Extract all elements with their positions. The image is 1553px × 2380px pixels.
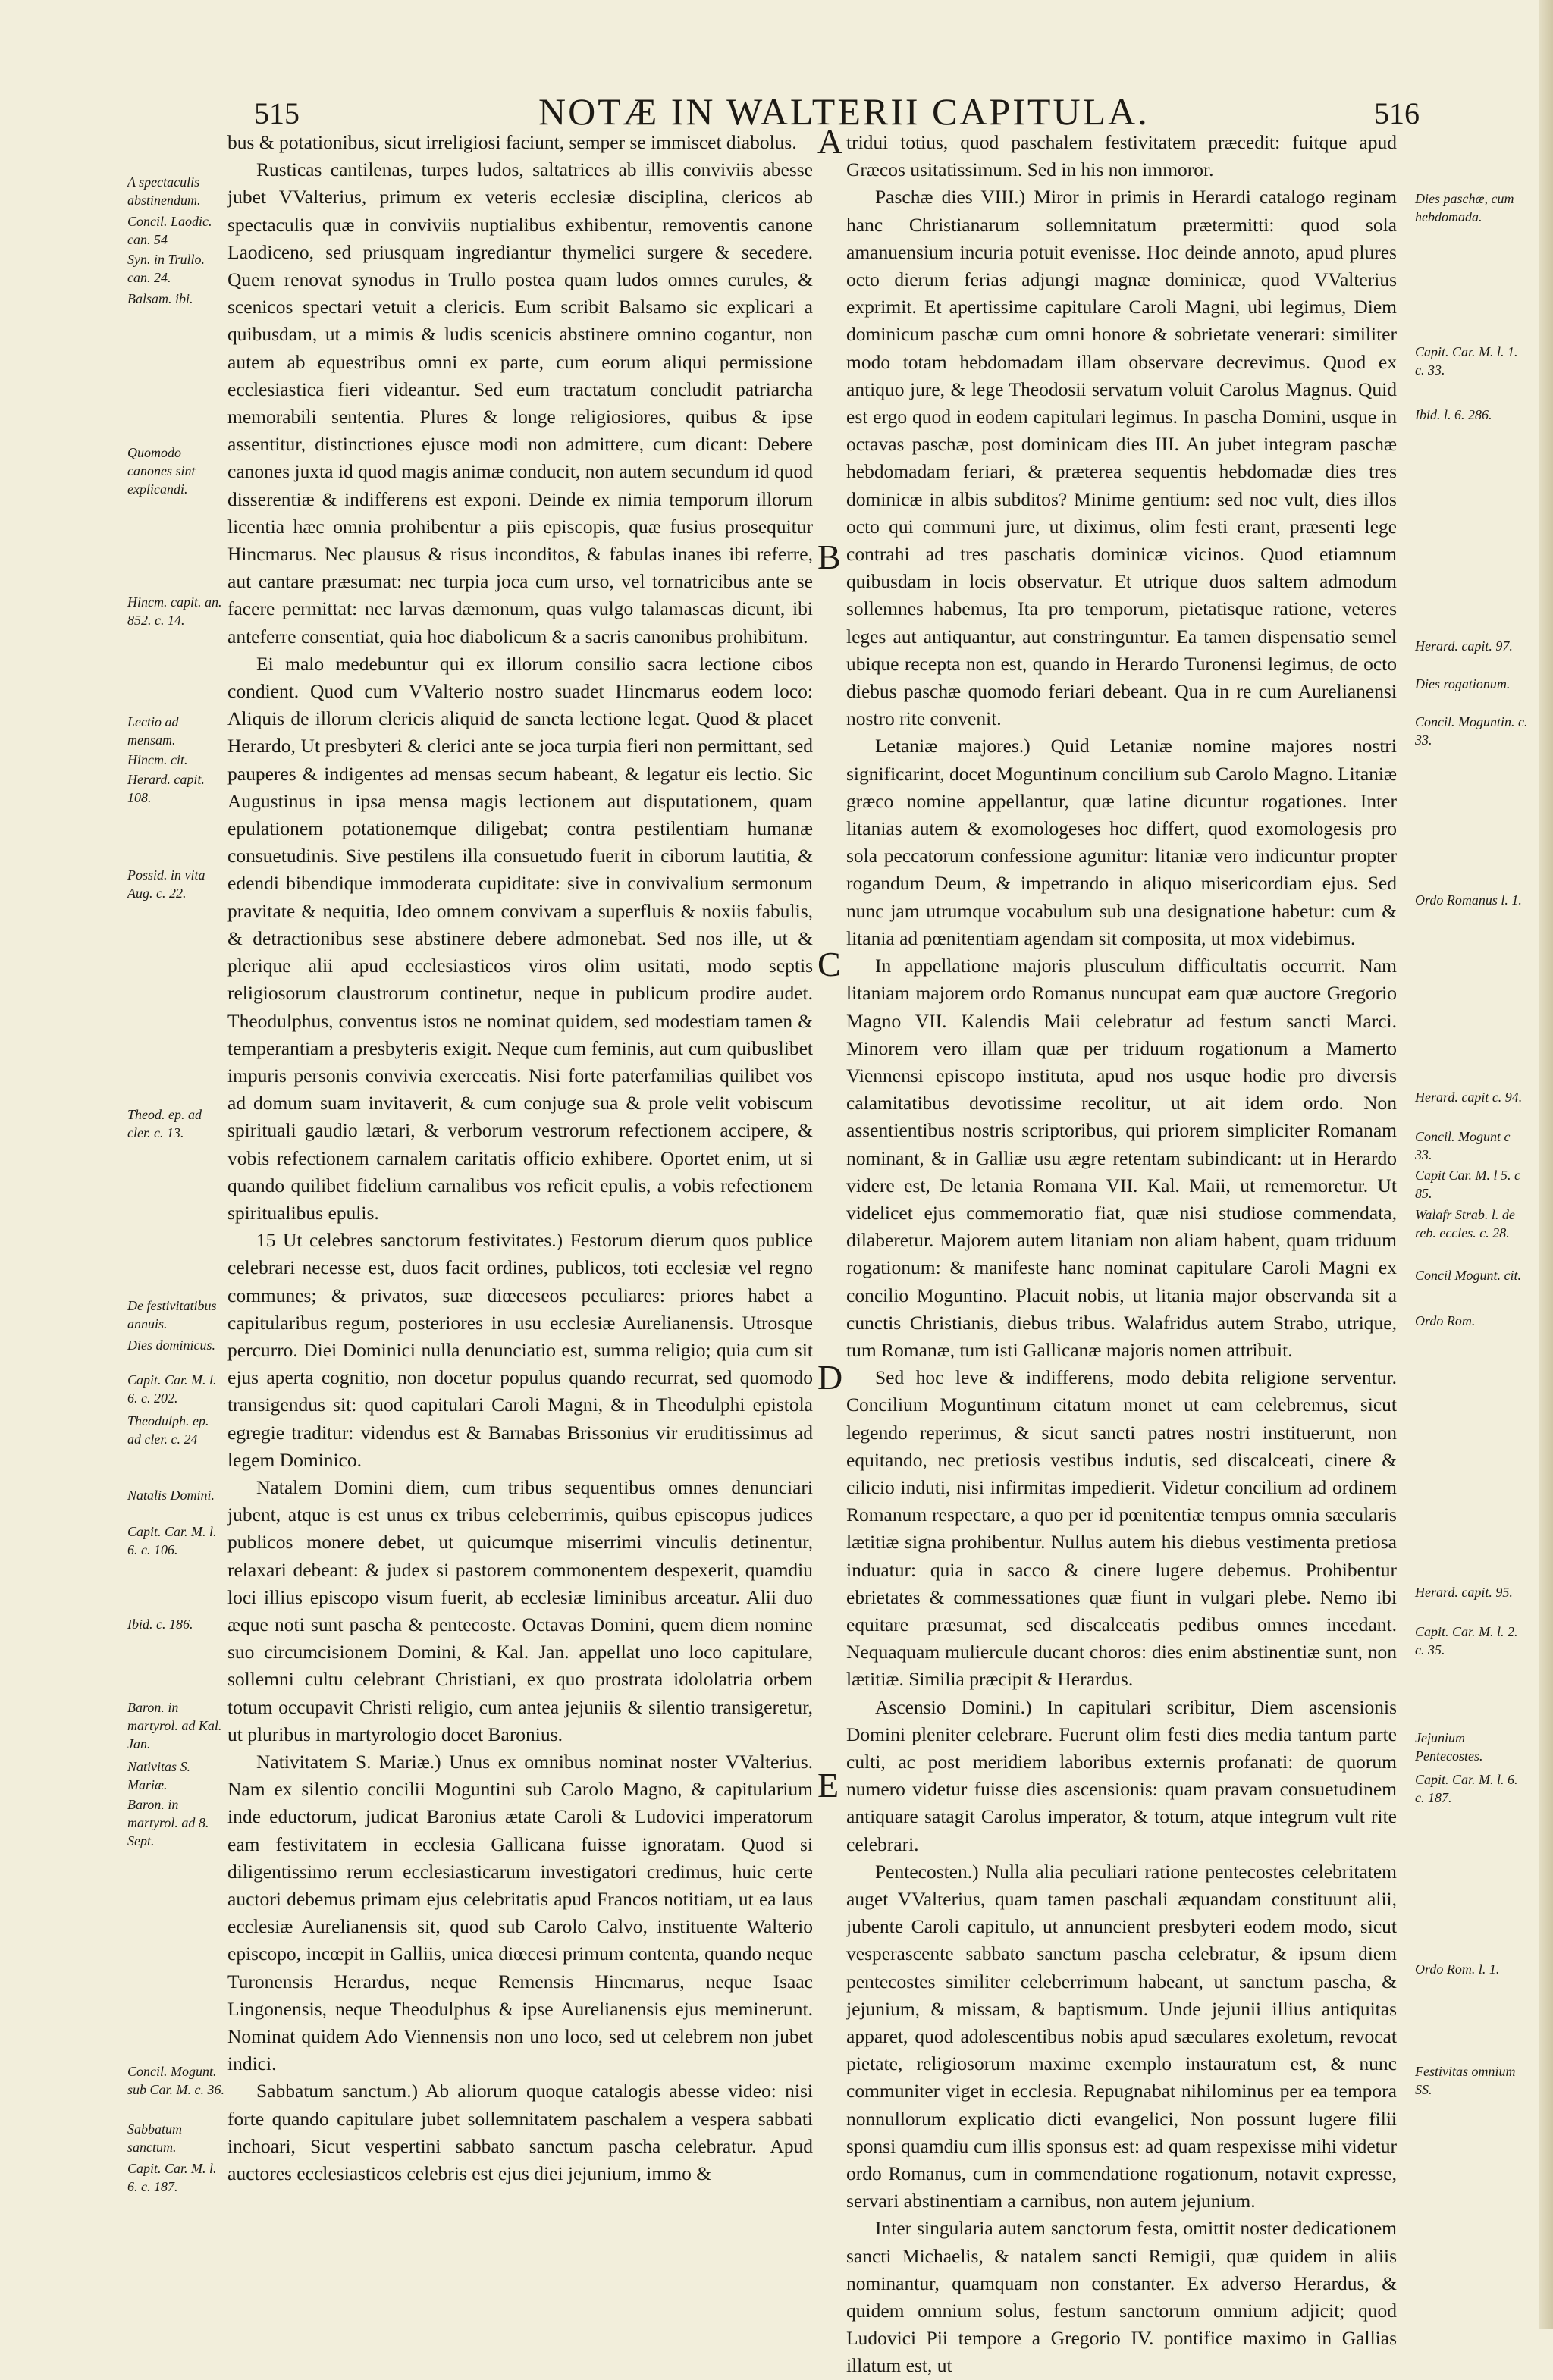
margin-note: Dies rogationum. [1415, 676, 1511, 691]
margin-note: Hincm. capit. an. 852. c. 14. [127, 594, 222, 628]
margin-note: Balsam. ibi. [127, 291, 193, 306]
margin-note: Hincm. cit. [127, 752, 188, 767]
margin-note: Dies dominicus. [127, 1337, 215, 1353]
paragraph: Ei malo medebuntur qui ex illorum consilio sacra lectione cibos condient. Quod cum VValterio nostro suadet Hincmarus eodem loco: Aliquis de illorum clericis aliquid de sancta lectione legat. Quod & placet Herardo, Ut presbyteri & clerici ante se joca turpia fieri non permittant, sed pauperes & indigentes ad mensas secum habeant, & legatur eis lectio. Sic Augustinus in ipsa mensa magis lectionem aut disputationem, quam epulationem potationemque diligebat; contra pestilentiam humanæ consuetudinis. Sive pestilens illa consuetudo fuerit in ciborum lautitia, & edendi bibendique immoderata cupiditate: sive in convivalium sermonum pravitate & nequitia, Ideo omnem convivam a superfluis & noxiis fabulis, & detractionibus sese abstinere debere admonebat. Sed nos ille, ut & plerique alii apud ecclesiasticos viros olim usitati, modo septis religiosorum claustrorum continetur, neque in publicum prodire audet. Theodulphus, conventus istos ne nominat quidem, sed modestiam tamen & temperantiam a presbyteris exigit. Neque cum feminis, aut cum quibuslibet impuris personis convivia exerceatis. Nisi forte paterfamilias quilibet vos ad domum suam invitaverit, & cum conjuge sua & prole velit vobiscum spirituali gaudio lætari, & verborum vestrorum refectionem accipere, & vobis refectionem carnalem caritatis officio exhibere. Oportet enim, ut si quando quilibet fidelium carnalibus vos reficit epulis, a vobis refectionem spiritualibus epulis. [227, 652, 813, 1224]
margin-note: Capit. Car. M. l. 6. c. 106. [127, 1524, 217, 1557]
margin-note: Sabbatum sanctum. [127, 2121, 182, 2155]
paragraph: Pentecosten.) Nulla alia peculiari ratione pentecostes celebritatem auget VValterius, quam tamen paschali æquandam constituunt alii, jubente Caroli capitulo, ut annuncient presbyteri eodem modo, sicut vesperascente sabbato sanctum pascha celebratur, & ipsum diem pentecostes similiter celeberrimum habeant, ut sanctum pascha, & jejunium, & missam, & baptismum. Unde jejunii illius antiquitas apparet, quod adolescentibus nobis apud sæculares exoletum, revocat pietate, religiosorum maxime exemplo instauratum est, & nunc communiter viget in ecclesia. Repugnabat nihilominus per ea tempora nonnullorum explicatio dicti evangelici, Non possunt lugere filii sponsi quamdiu cum illis sponsus est: ad quam respexisse mihi videtur ordo Romanus, cum in commendatione rogationum, notavit expresse, servari abstinentiam a carnibus, non autem jejunium. [846, 1860, 1397, 2212]
margin-note: Nativitas S. Mariæ. [127, 1759, 191, 1792]
column-letter: A [817, 122, 843, 161]
paragraph: Letaniæ majores.) Quid Letaniæ nomine majores nostri significarint, docet Moguntinum concilium sub Carolo Magno. Litaniæ græco nomine appellantur, quæ latine dicuntur rogationes. Inter litanias autem & exomologeses hoc differt, quod exomologesis pro sola peccatorum confessione agunitur: litaniæ vero indicuntur propter rogandum Deum, & impetrando in aliquo misericordiam ejus. Sed nunc jam utrumque vocabulum sub una designatione habetur: cum & litania ad pœnitentiam agendam sit composita, ut mox videbimus. [846, 735, 1397, 949]
paragraph: Natalem Domini diem, cum tribus sequentibus omnes denunciari jubent, atque is est unus ex tribus celeberrimis, quibus episcopus judices publicos monere debet, ut quicumque miserrimi vinculis detinentur, relaxari debeant: & judex si pastorem commonentem despexerit, quamdiu loci illius episcopo visum fuerit, ab ecclesiæ liminibus arceatur. Alii duo æque noti sunt pascha & pentecoste. Octavas Domini, quem diem nomine suo circumcisionem Domini, & Kal. Jan. appellat uno loco capitulare, sollemni cultu celebrant Christiani, ex quo prostrata idololatria orbem totum occupavit Christi religio, cum antea jejuniis & silentio transigeretur, ut pluribus in martyrologio docet Baronius. [227, 1475, 813, 1745]
margin-note: Concil. Mogunt c 33. [1415, 1129, 1511, 1162]
margin-note: Walafr Strab. l. de reb. eccles. c. 28. [1415, 1207, 1515, 1240]
paragraph: Nativitatem S. Mariæ.) Unus ex omnibus nominat noster VValterius. Nam ex silentio concilii Moguntini sub Carolo Magno, & capitularium inde eductorum, judicat Baronius ætate Caroli & Ludovici imperatorum eam festivitatem in ecclesia Gallicana fuisse ignoratam. Quod si diligentissimo rerum ecclesiasticarum investigatori credimus, huic certe auctori debemus primam ejus celebritatis apud Francos notitiam, ut ea laus ecclesiæ Aurelianensis sit, quod sub Carolo Calvo, instituente Walterio episcopo, incœpit in Galliis, unica diœcesi primum contenta, quando neque Turonensis Herardus, neque Remensis Hincmarus, neque Isaac Lingonensis, neque Theodulphus & ipse Aurelianensis ejus meminerunt. Nominat quidem Ado Viennensis non uno loco, sed ut celebrem non jubet indici. [227, 1750, 813, 2075]
margin-note: Ordo Rom. [1415, 1313, 1476, 1328]
margin-note: Concil Mogunt. cit. [1415, 1268, 1521, 1283]
margin-note: Possid. in vita Aug. c. 22. [127, 867, 205, 901]
paragraph: 15 Ut celebres sanctorum festivitates.) Festorum dierum quos publice celebrari necesse est, duos facit ordines, publicos, toti ecclesiæ vel regno communes; & privatos, suæ diœceseos peculiares: priores habet a capitularibus regum, posteriores in usu ecclesiæ Aurelianensis. Utrosque percurro. Diei Dominici nulla denunciatio est, summa religio; quia cum sit ejus aperta cognitio, non docetur populus quando recurrat, sed quomodo transigendus sit: quod capitulari Caroli Magni, & in Theodulphi epistola egregie traditur: videndus est & Barnabas Brissonius vir eruditissimus ad legem Dominico. [227, 1229, 813, 1471]
margin-note: Concil. Moguntin. c. 33. [1415, 714, 1528, 748]
margin-note: Baron. in martyrol. ad 8. Sept. [127, 1797, 209, 1848]
page-header [0, 89, 1553, 135]
column-letter: D [817, 1358, 843, 1397]
page-number-left: 515 [254, 96, 300, 130]
margin-note: Capit Car. M. l 5. c 85. [1415, 1168, 1521, 1201]
margin-note: Festivitas omnium SS. [1415, 2064, 1516, 2097]
left-column [227, 129, 813, 2187]
margin-note: Theod. ep. ad cler. c. 13. [127, 1107, 202, 1140]
column-letter: E [817, 1766, 839, 1805]
margin-note: Ordo Rom. l. 1. [1415, 1961, 1500, 1977]
running-title: NOTÆ IN WALTERII CAPITULA. [538, 90, 1150, 133]
margin-note: Capit. Car. M. l. 6. c. 187. [127, 2161, 217, 2194]
column-letter: C [817, 945, 841, 983]
paragraph: Ascensio Domini.) In capitulari scribitur, Diem ascensionis Domini pleniter celebrare. Fuerunt olim festi dies media tantum parte culti, ac post meridiem laboribus externis profanati: de quorum numero videtur fuisse dies ascensionis: quam pravam consuetudinem antiquare satagit Carolus imperator, & totum, atque integrum vult rite celebrari. [846, 1695, 1397, 1855]
margin-note: Jejunium Pentecostes. [1415, 1730, 1483, 1764]
margin-note: Syn. in Trullo. can. 24. [127, 252, 205, 285]
paragraph: Paschæ dies VIII.) Miror in primis in Herardi catalogo reginam hanc Christianarum sollemnitatum prætermitti: quod sola amanuensium incuria potuit evenisse. Hoc deinde annoto, apud plures octo dierum ferias adjungi magnæ dominicæ, quod VValterius exprimit. Et apertissime capitulare Caroli Magni, ubi legimus, Diem dominicum paschæ cum omni honore & sobrietate venerari: similiter modo totam hebdomadam illam observare decrevimus. Quod ex antiquo jure, & lege Theodosii servatum voluit Carolus Magnus. Quid est ergo quod in eodem capitulari legimus. In pascha Domini, usque in octavas paschæ, post dominicam dies III. An jubet integram paschæ hebdomadam feriari, & præterea sequentis hebdomadæ dies tres dominicæ in albis subditos? Minime gentium: sed noc vult, dies illos octo qui communi jure, ut diximus, olim festi erant, præsenti lege contrahi ad tres paschatis dominicæ vicinos. Quod etiamnum quibusdam in locis observatur. Et utrique duos saltem admodum sollemnes habemus, Ita pro temporum, pietatisque ratione, veteres leges aut antiquantur, aut constringuntur. Ea tamen dispensatio semel ubique recepta non est, quando in Herardo Turonensi legimus, de octo diebus paschæ quomodo feriari debeant. Qua in re cum Aurelianensi nostro rite convenit. [846, 186, 1397, 730]
margin-note: Theodulph. ep. ad cler. c. 24 [127, 1413, 209, 1447]
paragraph: Sabbatum sanctum.) Ab aliorum quoque catalogis abesse video: nisi forte quando capitulare jubet sollemnitatem paschalem a vespera sabbati inchoari, Sicut vespertini sabbato sanctum pascha celebratur. Apud auctores ecclesiasticos celebris est ejus diei jejunium, immo & [227, 2080, 813, 2185]
margin-note: Herard. capit. 95. [1415, 1585, 1513, 1600]
margin-note: Herard. capit c. 94. [1415, 1090, 1523, 1105]
margin-note: Quomodo canones sint explicandi. [127, 445, 196, 497]
margin-note: Herard. capit. 108. [127, 772, 205, 805]
margin-note: De festivitatibus annuis. [127, 1298, 217, 1331]
margin-note: Ibid. l. 6. 286. [1415, 407, 1492, 422]
margin-note: Natalis Domini. [127, 1488, 215, 1503]
margin-note: Herard. capit. 97. [1415, 638, 1513, 654]
margin-note: A spectaculis abstinendum. [127, 174, 201, 208]
right-column [846, 129, 1397, 2380]
column-letter: B [817, 538, 841, 576]
paragraph: Inter singularia autem sanctorum festa, omittit noster dedicationem sancti Michaelis, & natalem sancti Remigii, quæ quidem in aliis nominantur, quamquam non constanter. Ex adverso Herardus, & quidem omnium solus, festum sanctorum omnium adjicit; quod Ludovici Pii tempore a Gregorio IV. pontifice maximo in Gallias illatum est, ut [846, 2217, 1397, 2377]
paragraph: Sed hoc leve & indifferens, modo debita religione serventur. Concilium Moguntinum citatum monet ut eam celebremus, sicut legendo reperimus, & sicut sancti patres nostri instituerunt, non equitando, nec pretiosis vestibus indutis, sed discalceati, cinere & cilicio induti, nisi infirmitas impedierit. Videtur concilium ad ordinem Romanum respectare, a quo per id pœnitentiæ tempus omnia sæcularis lætitiæ signa prohibentur. Nullus autem his diebus vestimenta pretiosa induatur: quia in sacco & cinere lugere debemus. Prohibentur ebrietates & commessationes quæ fiunt in vulgari plebe. Nemo ibi equitare præsumat, sed discalceatis pedibus omnes incedant. Nequaquam muliercule ducant choros: dies enim abstinentiæ sunt, non lætitiæ. Similia præcipit & Herardus. [846, 1366, 1397, 1691]
margin-note: Baron. in martyrol. ad Kal. Jan. [127, 1700, 222, 1751]
paragraph: bus & potationibus, sicut irreligiosi faciunt, semper se immiscet diabolus. [227, 131, 797, 153]
margin-note: Capit. Car. M. l. 1. c. 33. [1415, 344, 1518, 378]
margin-note: Ibid. c. 186. [127, 1616, 193, 1632]
margin-note: Dies paschæ, cum hebdomada. [1415, 191, 1514, 224]
page-number-right: 516 [1374, 96, 1420, 130]
margin-note: Concil. Mogunt. sub Car. M. c. 36. [127, 2064, 225, 2097]
margin-note: Capit. Car. M. l. 2. c. 35. [1415, 1624, 1518, 1657]
page-edge [1539, 0, 1553, 2329]
margin-note: Ordo Romanus l. 1. [1415, 892, 1522, 908]
margin-note: Capit. Car. M. l. 6. c. 202. [127, 1372, 217, 1406]
paragraph: In appellatione majoris plusculum difficultatis occurrit. Nam litaniam majorem ordo Romanus nuncupat eam quæ auctore Gregorio Magno VII. Kalendis Maii celebratur ad festum sancti Marci. Minorem vero illam quæ per triduum rogationum a Mamerto Viennensi episcopo instituta, apud nos usque hodie pro diversis calamitatibus devotissime recolitur, ut ait idem ordo. Non assentientibus nostris scriptoribus, qui priorem simpliciter Romanam nominant, & in Galliæ usu ægre retentam subindicant: ut in Herardo videre est, De letania Romana VII. Kal. Maii, ut rememoretur. Ut videlicet ejus commemoratio fiat, quæ nisi studiose commendata, dilaberetur. Majorem autem litaniam non aliam habent, quam triduum rogationum: & manifeste hanc nominat capitulare Caroli Magni ex concilio Moguntino. Placuit nobis, ut litania major observanda sit a cunctis Christianis, diebus tribus. Walafridus autem Strabo, utrique, tum Romanæ, tum isti Gallicanæ majoris nomen attribuit. [846, 955, 1397, 1361]
margin-note: Lectio ad mensam. [127, 714, 179, 748]
margin-note: Concil. Laodic. can. 54 [127, 214, 212, 247]
paragraph: tridui totius, quod paschalem festivitatem præcedit: fuitque apud Græcos usitatissimum. Sed in his non immoror. [846, 131, 1397, 181]
paragraph: Rusticas cantilenas, turpes ludos, saltatrices ab illis conviviis abesse jubet VValterius, primum ex veteris ecclesiæ disciplina, clericos ab spectaculis quæ in conviviis nuptialibus exhibentur, removentis canone Laodiceno, sed priusquam ingrediantur thymelici surgere & secedere. Quem renovat synodus in Trullo postea quam ludos omnes curules, & scenicos spectari vetuit a clericis. Eum scribit Balsamo sic explicari a quibusdam, ut a mimis & ludis scenicis abstinere omnino cogantur, non autem ab equestribus omni ex parte, cum eorum aliqui permissione ecclesiastica fieri videantur. Sed eum tractatum concludit patriarcha memorabili sententia. Plures & longe religiosiores, quibus & ipse assentitur, distinctiones ejusce modi non admittere, cum dicant: Debere canones juxta id quod magis animæ conducit, non autem secundum id quod disserentiæ & indifferens est exponi. Deinde ex nimia temporum illorum licentia hæc omnia prohibentur a piis episcopis, quæ fusius prosequitur Hincmarus. Nec plausus & risus inconditos, & fabulas inanes ibi referre, aut cantare præsumat: nec turpia joca cum urso, vel tornatricibus ante se facere permittat: nec larvas dæmonum, quas vulgo talamascas dicunt, ibi anteferre consentiat, quia hoc diabolicum & a sacris canonibus prohibitum. [227, 158, 813, 648]
margin-note: Capit. Car. M. l. 6. c. 187. [1415, 1772, 1518, 1805]
